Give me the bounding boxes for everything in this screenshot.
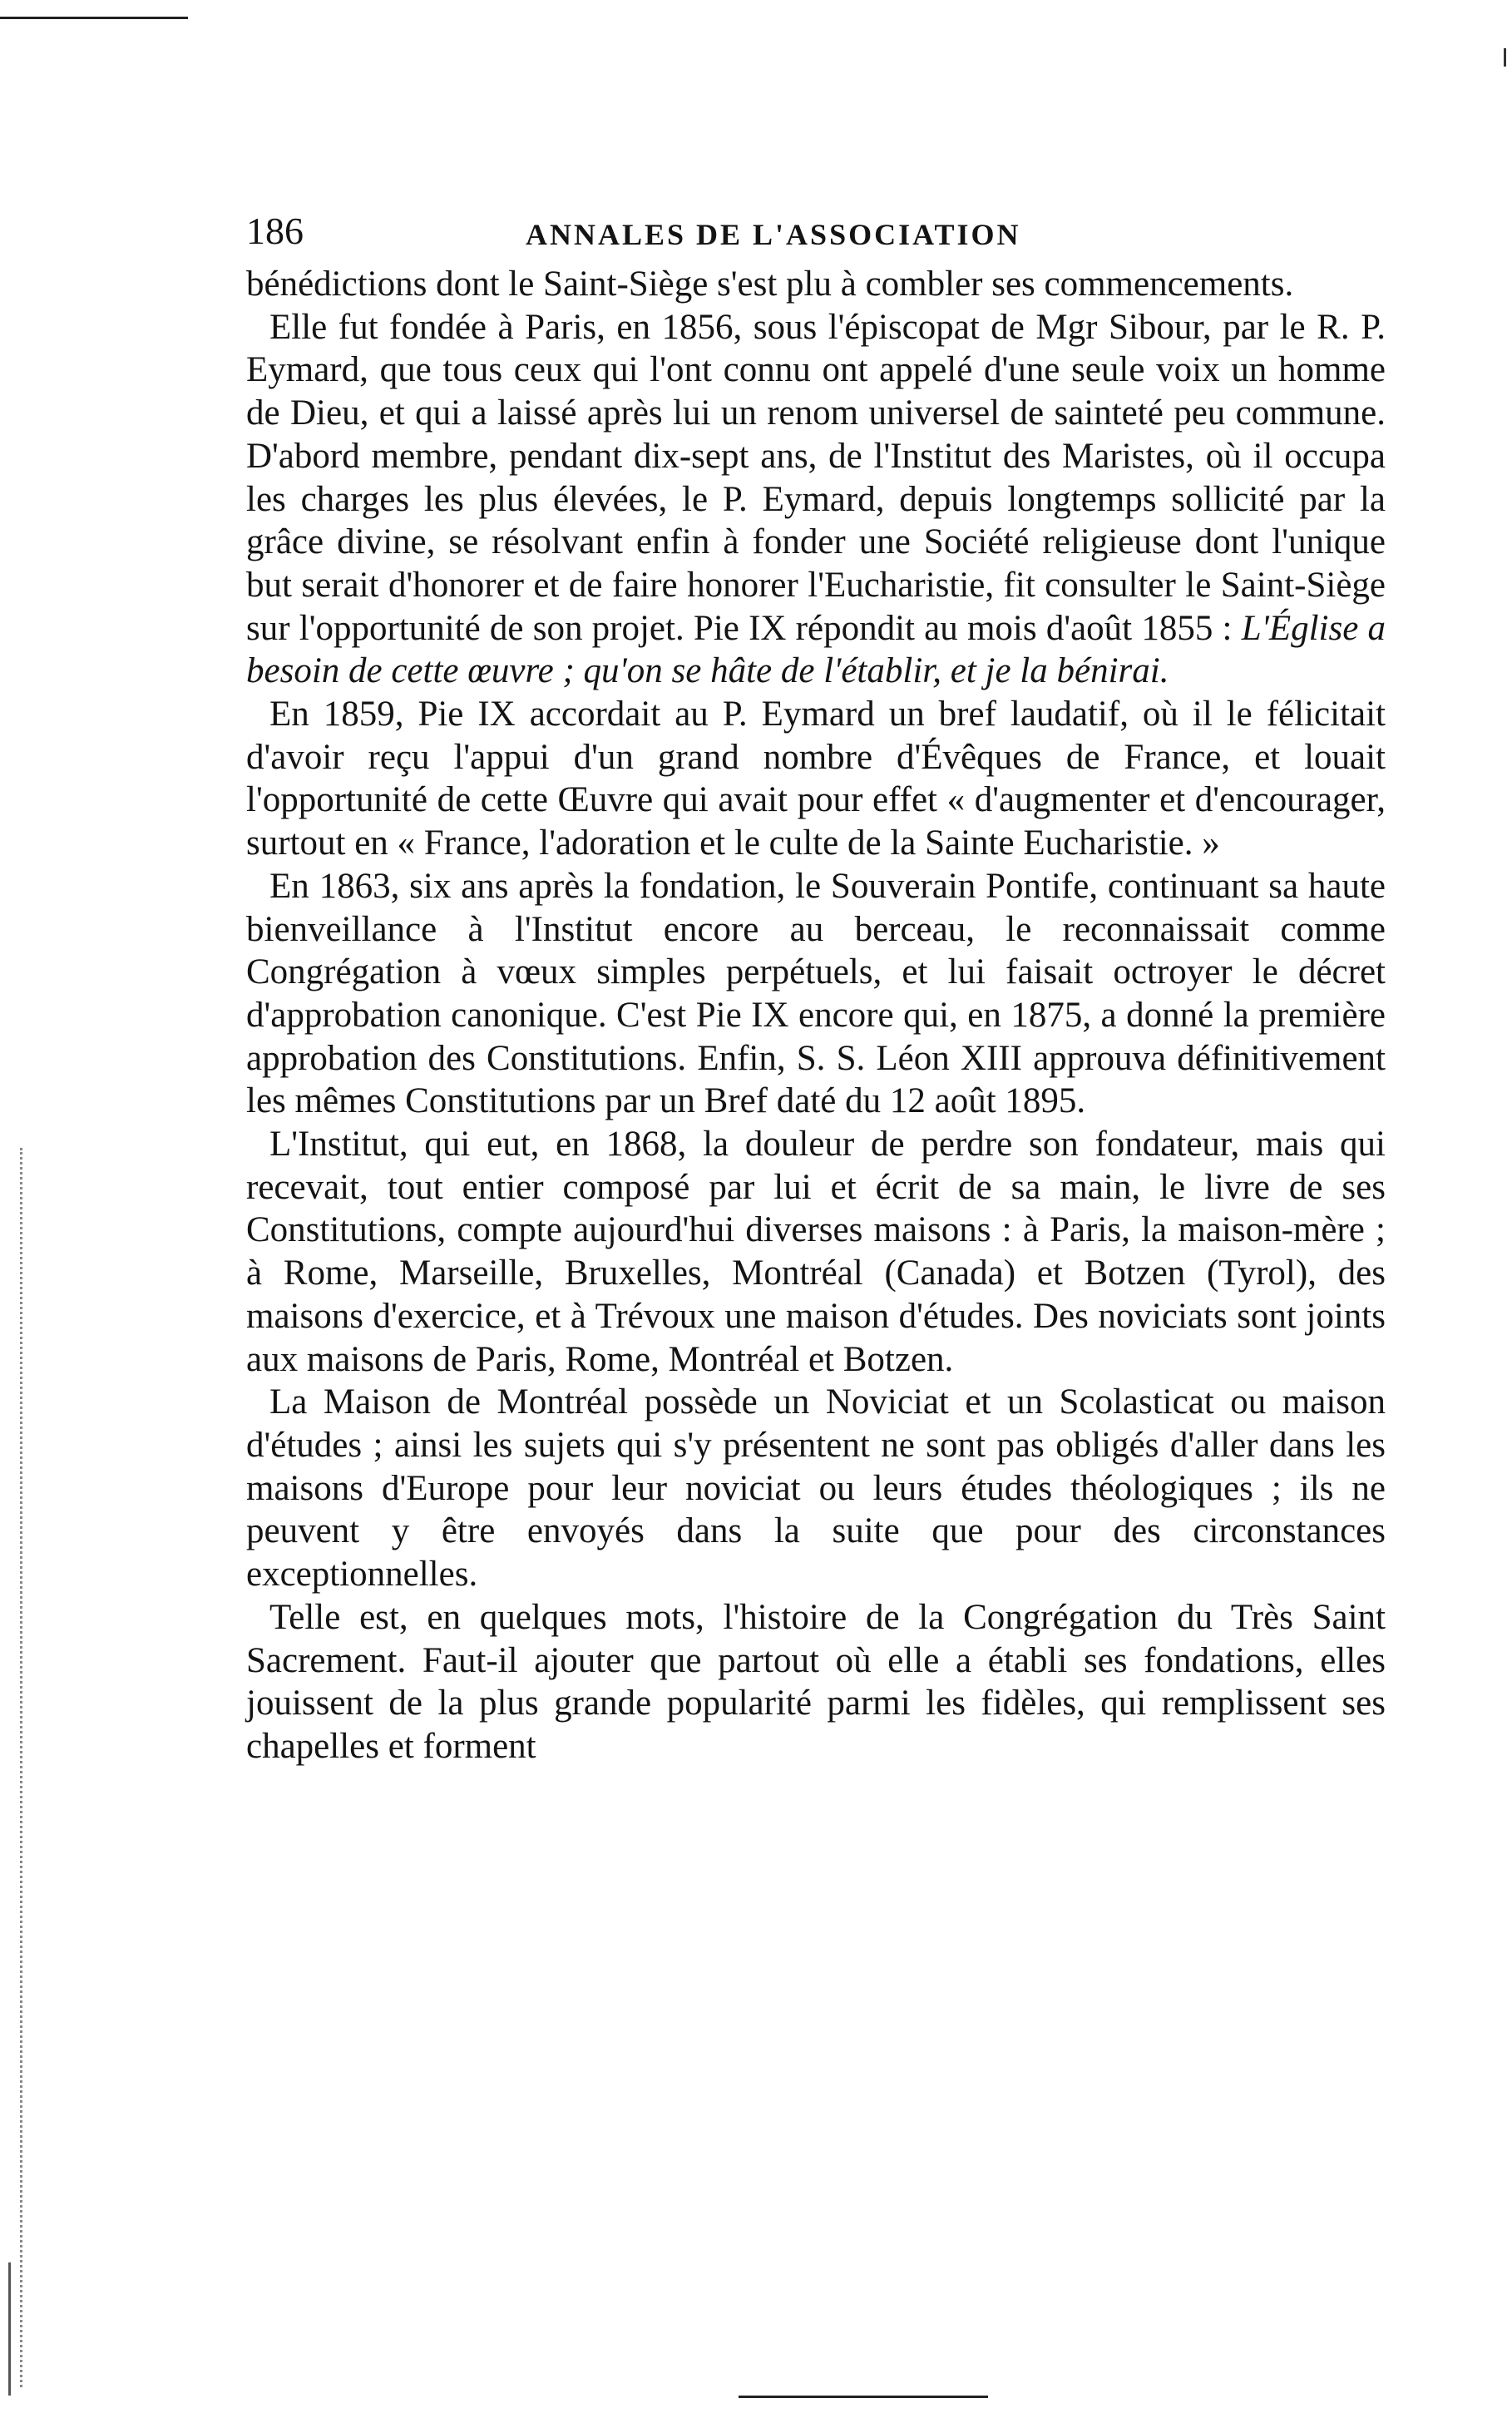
top-edge-rule: [0, 17, 188, 19]
paragraph-founding-text: Elle fut fondée à Paris, en 1856, sous l'épiscopat de Mgr Sibour, par le R. P. Eymard, que tous ceux qui l'ont connu ont appelé d'une seule voix un homme de Dieu, et qui a laissé après lui un renom universel de sainteté peu commune. D'abord membre, pendant dix-sept ans, de l'Institut des Maristes, où il occupa les charges les plus élevées, le P. Eymard, depuis longtemps sollicité par la grâce divine, se résolvant enfin à fonder une Société religieuse dont l'unique but serait d'honorer et de faire honorer l'Eucharistie, fit consulter le Saint-Siège sur l'opportunité de son projet. Pie IX répondit au mois d'août 1855 :: [246, 307, 1386, 648]
scan-margin-marks: [20, 1148, 25, 2387]
scan-left-rule: [8, 2262, 11, 2396]
body-text: [246, 263, 1386, 1768]
bottom-edge-rule: [739, 2396, 988, 2398]
paragraph-montreal: La Maison de Montréal possède un Noviciat et un Scolasticat ou maison d'études ; ainsi les sujets qui s'y présentent ne sont pas obligés d'aller dans les maisons d'Europe pour leur noviciat ou leurs études théologiques ; ils ne peuvent y être envoyés dans la suite que pour des circonstances exceptionnelles.: [246, 1382, 1386, 1595]
paragraph-brief-1859: En 1859, Pie IX accordait au P. Eymard un bref laudatif, où il le félicitait d'avoir reçu l'appui d'un grand nombre d'Évêques de France, et louait l'opportunité de cette Œuvre qui avait pour effet « d'augmenter et d'encourager, surtout en « France, l'adoration et le culte de la Sainte Eucharistie. »: [246, 695, 1386, 863]
paragraph-summary: Telle est, en quelques mots, l'histoire de la Congrégation du Très Saint Sacrement. Faut-il ajouter que partout où elle a établi ses fondations, elles jouissent de la plus grande popularité parmi les fidèles, qui remplissent ses chapelles et forment: [246, 1597, 1386, 1766]
page-header: [246, 206, 1386, 256]
running-title: ANNALES DE L'ASSOCIATION: [526, 218, 1021, 251]
page-number: 186: [246, 210, 304, 252]
paragraph-institute-houses: L'Institut, qui eut, en 1868, la douleur de perdre son fondateur, mais qui recevait, tout entier composé par lui et écrit de sa main, le livre de ses Constitutions, compte aujourd'hui diverses maisons : à Paris, la maison-mère ; à Rome, Marseille, Bruxelles, Montréal (Canada) et Botzen (Tyrol), des maisons d'exercice, et à Trévoux une maison d'études. Des noviciats sont joints aux maisons de Paris, Rome, Montréal et Botzen.: [246, 1125, 1386, 1379]
paragraph-approval-1863: En 1863, six ans après la fondation, le Souverain Pontife, continuant sa haute bienveillance à l'Institut encore au berceau, le reconnaissait comme Congrégation à vœux simples perpétuels, et lui faisait octroyer le décret d'approbation canonique. C'est Pie IX encore qui, en 1875, a donné la première approbation des Constitutions. Enfin, S. S. Léon XIII approuva définitivement les mêmes Constitutions par un Bref daté du 12 août 1895.: [246, 866, 1386, 1121]
paragraph-founding: [246, 306, 1386, 693]
pope-quote: L'Église a besoin de cette œuvre ; qu'on se hâte de l'établir, et je la bénirai.: [246, 608, 1386, 691]
paragraph-continuation: bénédictions dont le Saint-Siège s'est plu à combler ses commencements.: [246, 265, 1294, 304]
scan-edge-mark: [1504, 48, 1506, 67]
